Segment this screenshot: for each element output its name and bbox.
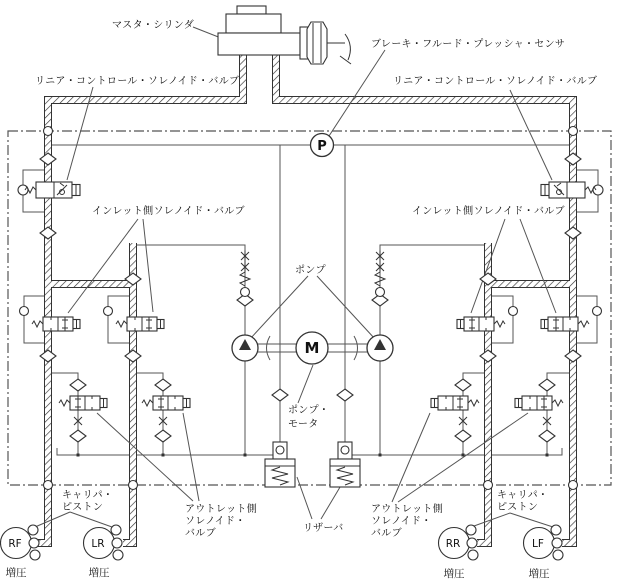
label-caliper-left-2: ピストン (62, 502, 104, 513)
status-rr: 増圧 (443, 568, 465, 580)
label-outlet-right-2: ソレノイド・ (371, 516, 432, 527)
label-reservoir: リザーバ (303, 523, 344, 534)
label-linear-valve-right: リニア・コントロール・ソレノイド・バルブ (393, 76, 598, 87)
status-lf: 増圧 (528, 568, 550, 580)
label-outlet-left-2: ソレノイド・ (185, 516, 246, 527)
label-inlet-valve-right: インレット側ソレノイド・バルブ (412, 206, 565, 217)
label-outlet-right-1: アウトレット側 (371, 504, 443, 515)
status-lr: 増圧 (88, 567, 110, 579)
pump-left (232, 335, 258, 361)
label-inlet-valve-left: インレット側ソレノイド・バルブ (92, 206, 245, 217)
wheel-label-rf: RF (8, 538, 22, 550)
label-linear-valve-left: リニア・コントロール・ソレノイド・バルブ (35, 76, 240, 87)
pump-motor (296, 332, 328, 364)
wheel-label-lf: LF (532, 538, 544, 550)
wheel-label-lr: LR (91, 538, 105, 550)
pressure-sensor-symbol: P (317, 139, 327, 154)
label-pump-motor-2: モータ (288, 419, 319, 430)
label-master-cylinder: マスタ・シリンダ (112, 20, 194, 31)
label-pump-motor-1: ポンプ・ (288, 405, 330, 416)
label-outlet-left-3: バルブ (185, 528, 216, 539)
label-caliper-right-2: ピストン (497, 502, 539, 513)
status-rf: 増圧 (5, 567, 27, 579)
wheel-label-rr: RR (445, 538, 461, 550)
label-pressure-sensor: ブレーキ・フルード・プレッシャ・センサ (371, 39, 566, 50)
pressure-sensor (311, 134, 334, 157)
label-caliper-left-1: キャリパ・ (62, 490, 114, 501)
brake-booster (300, 22, 327, 64)
label-caliper-right-1: キャリパ・ (497, 490, 549, 501)
label-outlet-left-1: アウトレット側 (185, 504, 257, 515)
label-pump: ポンプ (295, 265, 326, 276)
motor-symbol: M (304, 339, 320, 357)
pump-right (367, 335, 393, 361)
label-outlet-right-3: バルブ (371, 528, 402, 539)
